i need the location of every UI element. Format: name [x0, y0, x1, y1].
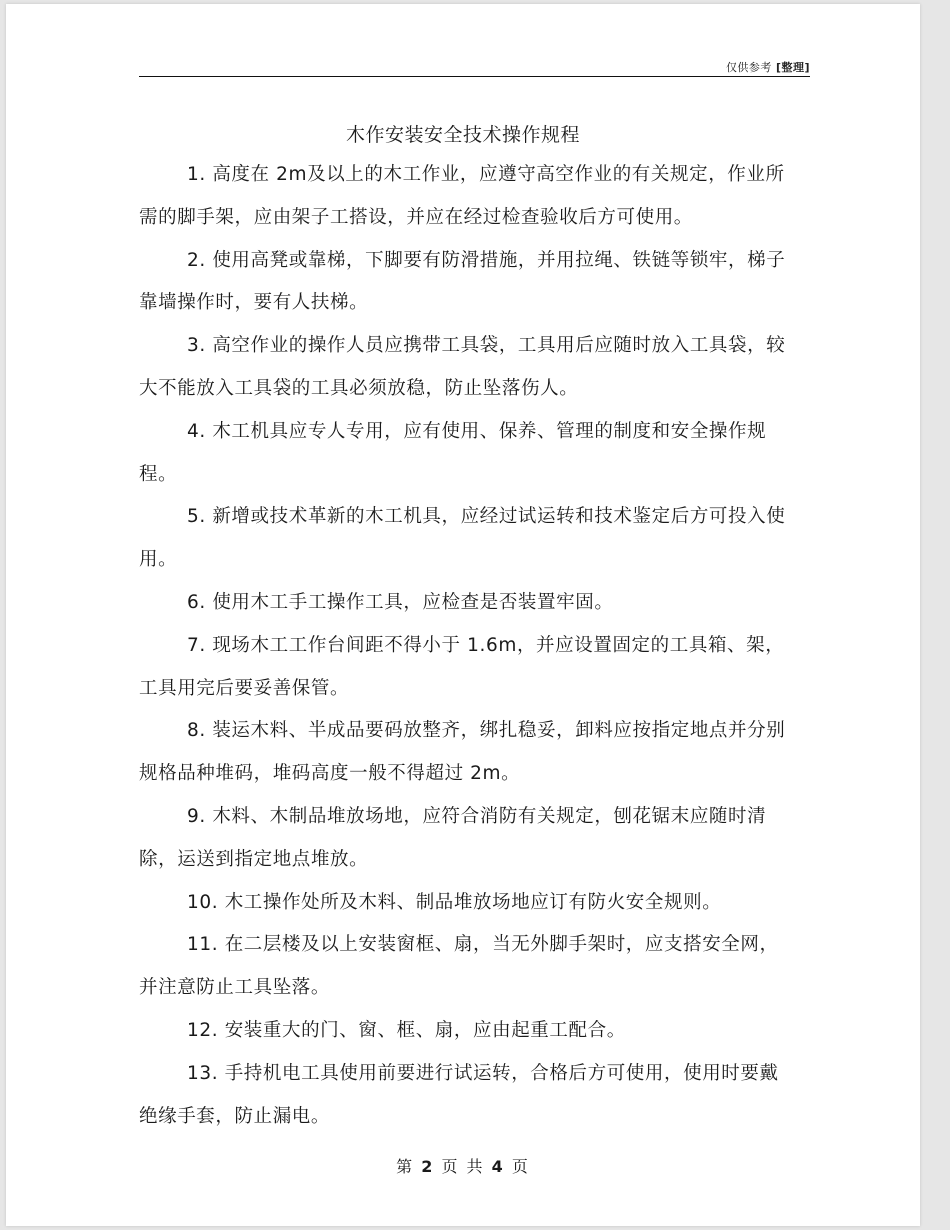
header-note-text: 仅供参考 [725, 61, 772, 74]
paragraph-2: 2. 使用高凳或靠梯，下脚要有防滑措施，并用拉绳、铁链等锁牢，梯子靠墙操作时，要有人扶梯。 [139, 249, 786, 314]
paragraph-8: 8. 装运木料、半成品要码放整齐，绑扎稳妥，卸料应按指定地点并分别规格品种堆码，堆码高度一般不得超过 2m。 [139, 720, 786, 785]
document-title: 木作安装安全技术操作规程 [345, 124, 580, 146]
paragraph-4: 4. 木工机具应专人专用，应有使用、保养、管理的制度和安全操作规程。 [139, 420, 767, 485]
paragraph-9: 9. 木料、木制品堆放场地，应符合消防有关规定，刨花锯末应随时清除，运送到指定地点堆放。 [139, 805, 767, 870]
document-page [6, 4, 920, 1226]
paragraph-11: 11. 在二层楼及以上安装窗框、扇，当无外脚手架时，应支搭安全网，并注意防止工具坠落。 [139, 934, 779, 999]
paragraph-12: 12. 安装重大的门、窗、框、扇，应由起重工配合。 [187, 1019, 626, 1041]
footer-middle: 页 共 [441, 1157, 485, 1176]
paragraph-3: 3. 高空作业的操作人员应携带工具袋，工具用后应随时放入工具袋，较大不能放入工具袋的工具必须放稳，防止坠落伤人。 [139, 335, 786, 399]
paragraph-7: 7. 现场木工工作台间距不得小于 1.6m，并应设置固定的工具箱、架，工具用完后要妥善保管。 [139, 634, 785, 699]
footer-page-number: 2 [421, 1157, 435, 1176]
paragraph-1: 1. 高度在 2m及以上的木工作业，应遵守高空作业的有关规定，作业所需的脚手架，应由架子工搭设，并应在经过检查验收后方可使用。 [139, 164, 785, 228]
page-footer [6, 1154, 920, 1177]
paragraph-13: 13. 手持机电工具使用前要进行试运转，合格后方可使用，使用时要戴绝缘手套，防止漏电。 [139, 1062, 779, 1127]
paragraph-5: 5. 新增或技术革新的木工机具，应经过试运转和技术鉴定后方可投入使用。 [139, 506, 786, 571]
paragraph-10: 10. 木工操作处所及木料、制品堆放场地应订有防火安全规则。 [187, 891, 722, 913]
header-note-tag: [整理] [775, 61, 810, 74]
paragraph-6: 6. 使用木工手工操作工具，应检查是否装置牢固。 [187, 591, 614, 613]
document-body [139, 154, 789, 1138]
header-divider [139, 76, 810, 77]
header-note [726, 59, 810, 75]
footer-prefix: 第 [396, 1157, 415, 1176]
footer-suffix: 页 [511, 1157, 530, 1176]
footer-total-pages: 4 [491, 1157, 505, 1176]
